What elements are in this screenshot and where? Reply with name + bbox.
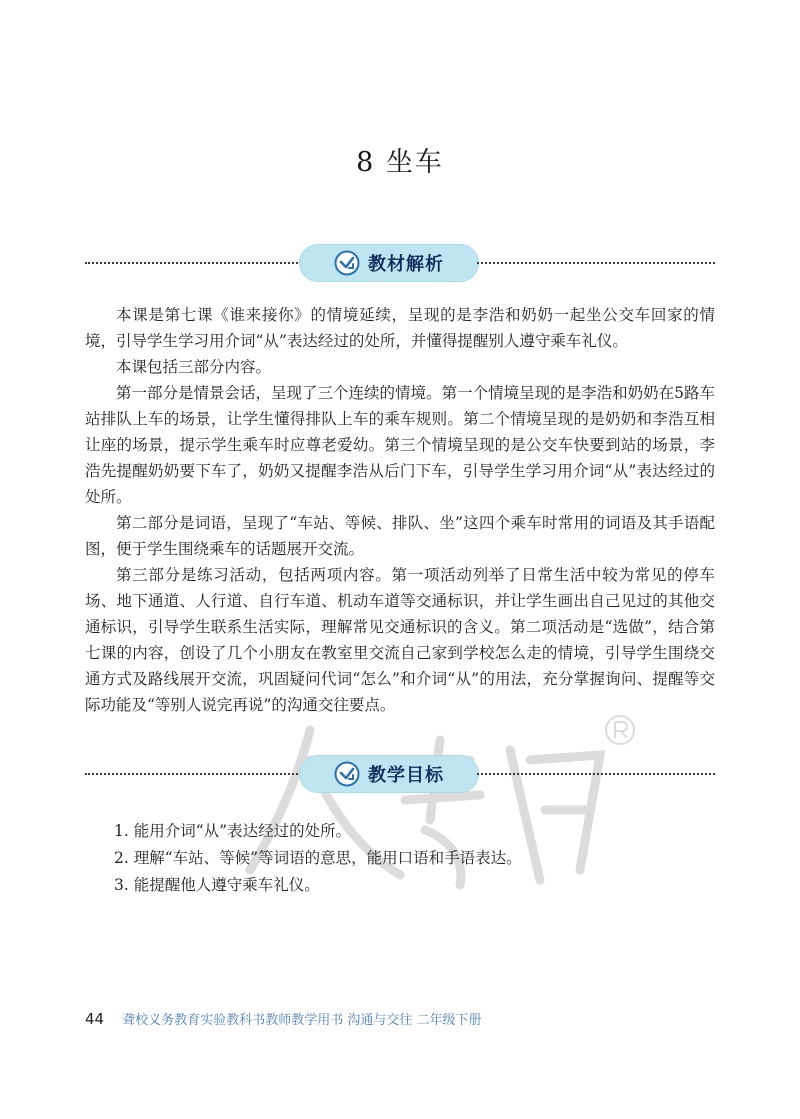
dotted-divider: [85, 262, 301, 264]
page-number: 44: [85, 1010, 105, 1028]
check-arrow-icon: [334, 250, 360, 276]
paragraph: 第一部分是情景会话，呈现了三个连续的情境。第一个情境呈现的是李浩和奶奶在5路车站排队上车的场景，让学生懂得排队上车的乘车规则。第二个情境呈现的是奶奶和李浩互相让座的场景，提示学生乘车时应尊老爱幼。第三个情境呈现的是公交车快要到站的场景，李浩先提醒奶奶要下车了，奶奶又提醒李浩从后门下车，引导学生学习用介词“从”表达经过的处所。: [85, 384, 715, 506]
section-header-analysis: [85, 241, 715, 285]
section-title: 教材解析: [368, 254, 444, 275]
paragraph: 本课是第七课《谁来接你》的情境延续，呈现的是李浩和奶奶一起坐公交车回家的情境，引导学生学习用介词“从”表达经过的处所，并懂得提醒别人遵守乘车礼仪。: [85, 306, 715, 350]
dotted-divider: [477, 262, 715, 264]
section-header-goals: [85, 752, 715, 796]
section-label-pill: [299, 755, 479, 793]
goal-item: 3. 能提醒他人遵守乘车礼仪。: [114, 876, 320, 894]
paragraph: 第二部分是词语，呈现了“车站、等候、排队、坐”这四个乘车时常用的词语及其手语配图，便于学生围绕乘车的话题展开交流。: [85, 514, 715, 558]
goal-item: 1. 能用介词“从”表达经过的处所。: [114, 822, 352, 840]
goal-item: 2. 理解“车站、等候”等词语的意思，能用口语和手语表达。: [114, 849, 522, 867]
page-footer: [85, 1009, 715, 1028]
section-label-pill: [299, 244, 479, 282]
check-arrow-icon: [334, 761, 360, 787]
dotted-divider: [85, 773, 301, 775]
paragraph: 本课包括三部分内容。: [116, 358, 272, 376]
book-title: 聋校义务教育实验教科书教师教学用书 沟通与交往 二年级下册: [122, 1013, 482, 1028]
goals-list: [114, 818, 714, 899]
paragraph: 第三部分是练习活动，包括两项内容。第一项活动列举了日常生活中较为常见的停车场、地下通道、人行道、自行车道、机动车道等交通标识，并让学生画出自己见过的其他交通标识，引导学生联系生活实际，理解常见交通标识的含义。第二项活动是“选做”，结合第七课的内容，创设了几个小朋友在教室里交流自己家到学校怎么走的情境，引导学生围绕交通方式及路线展开交流，巩固疑问代词“怎么”和介词“从”的用法，充分掌握询问、提醒等交际功能及“等别人说完再说”的沟通交往要点。: [85, 566, 715, 714]
analysis-body: [85, 302, 715, 718]
lesson-title: 8 坐车: [356, 147, 444, 178]
section-title: 教学目标: [368, 765, 444, 786]
dotted-divider: [477, 773, 715, 775]
